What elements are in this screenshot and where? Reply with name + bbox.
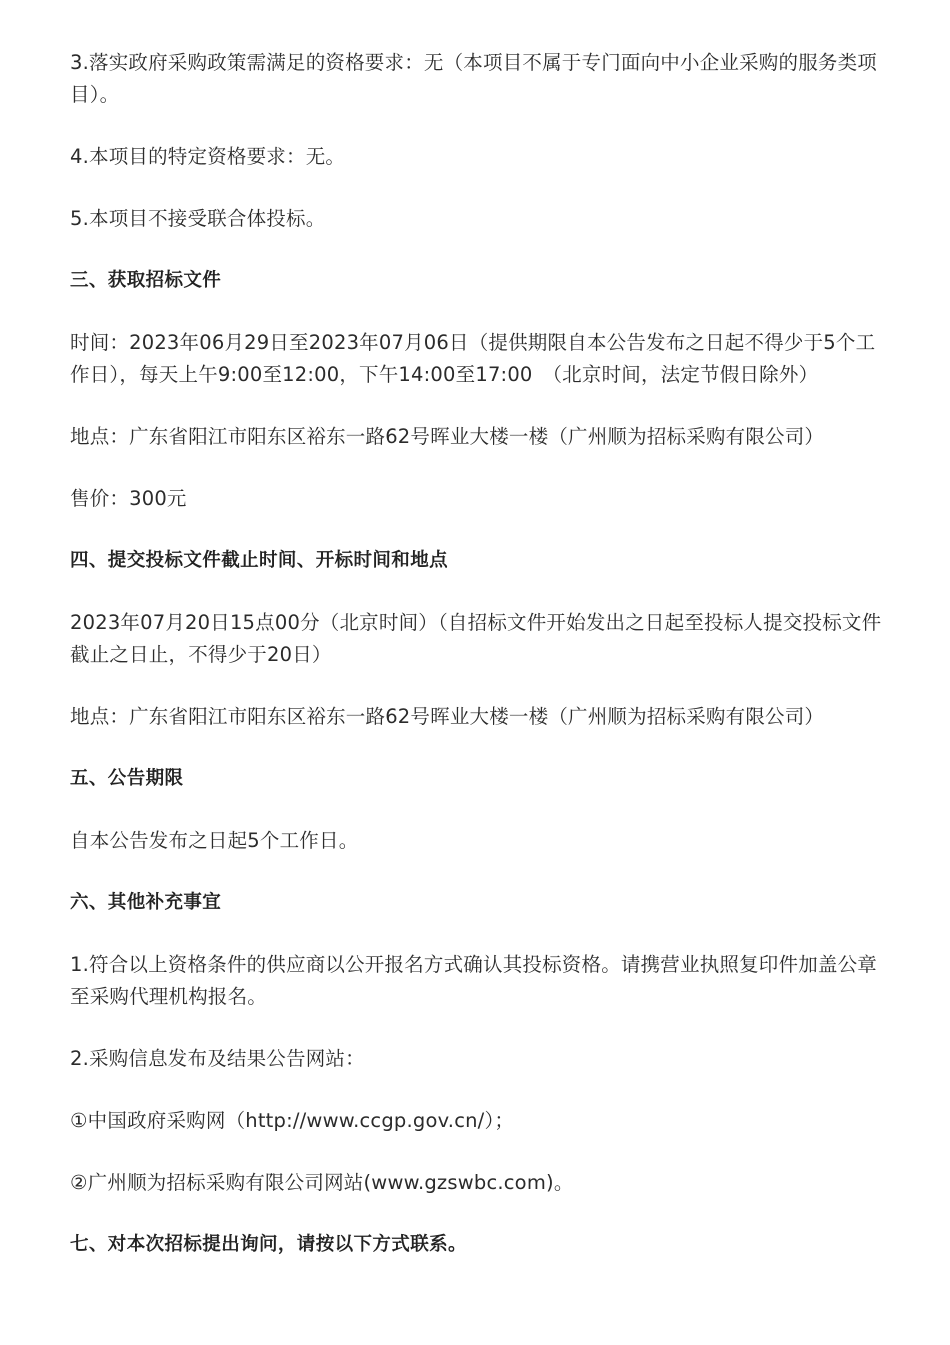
- website-ccgp-paragraph: ①中国政府采购网（http://www.ccgp.gov.cn/）；: [70, 1109, 515, 1132]
- notice-period-paragraph: 自本公告发布之日起5个工作日。: [70, 829, 359, 852]
- consortium-paragraph: 5.本项目不接受联合体投标。: [70, 207, 326, 230]
- deadline-location-paragraph: 地点：广东省阳江市阳东区裕东一路62号晖业大楼一楼（广州顺为招标采购有限公司）: [70, 705, 825, 728]
- section-heading-deadline: 四、提交投标文件截止时间、开标时间和地点: [70, 550, 449, 571]
- obtain-time-paragraph: 时间：2023年06月29日至2023年07月06日（提供期限自本公告发布之日起不得少于5个工作日），每天上午9:00至12:00，下午14:00至17:00 （北京时间，法定节假日除外）: [70, 331, 876, 386]
- section-heading-inquiry: 七、对本次招标提出询问，请按以下方式联系。: [70, 1234, 467, 1255]
- section-heading-other-matters: 六、其他补充事宜: [70, 892, 222, 913]
- deadline-time-paragraph: 2023年07月20日15点00分（北京时间）（自招标文件开始发出之日起至投标人提交投标文件截止之日止，不得少于20日）: [70, 611, 882, 666]
- qualification-policy-paragraph: 3.落实政府采购政策需满足的资格要求：无（本项目不属于专门面向中小企业采购的服务类项目）。: [70, 51, 878, 106]
- registration-paragraph: 1.符合以上资格条件的供应商以公开报名方式确认其投标资格。请携营业执照复印件加盖公章至采购代理机构报名。: [70, 953, 878, 1008]
- document-body: [70, 47, 885, 1261]
- section-heading-obtain-documents: 三、获取招标文件: [70, 270, 222, 291]
- specific-qualification-paragraph: 4.本项目的特定资格要求：无。: [70, 145, 346, 168]
- obtain-location-paragraph: 地点：广东省阳江市阳东区裕东一路62号晖业大楼一楼（广州顺为招标采购有限公司）: [70, 425, 825, 448]
- price-paragraph: 售价：300元: [70, 487, 187, 510]
- publish-websites-paragraph: 2.采购信息发布及结果公告网站：: [70, 1047, 365, 1070]
- website-gzswbc-paragraph: ②广州顺为招标采购有限公司网站(www.gzswbc.com)。: [70, 1171, 574, 1194]
- section-heading-notice-period: 五、公告期限: [70, 768, 184, 789]
